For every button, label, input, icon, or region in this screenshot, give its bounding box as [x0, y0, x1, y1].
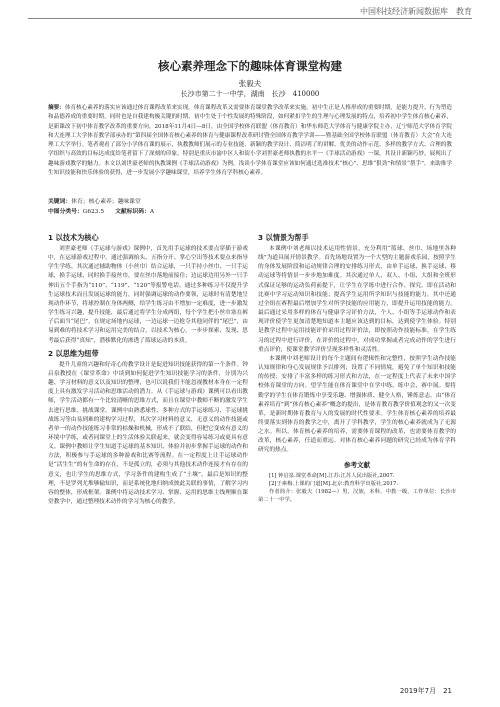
keywords-line — [48, 198, 452, 207]
abstract-text: 体育核心素养的落实应该通过体育课程改革来实现。体育课程改革又需要体育课堂教学改革来实施。初中生正是人格形成的重要时期，是能力提升、行为塑造和品德养成的重要时期，同时也是自我建构极关键的时期，初中生处于个性发展的特殊阶段，如何紧扣学生的生理与心理发展的特点，培养初中学生体育核心素养，是新课改下初中体育教学改革的重要方向。2018年11月4日—8日，由全国学校体育联盟（体育教育）和华东师范大学体育与健康学院主办，辽宁师范大学体育学院和大连理工大学体育教学部承办的“第四届全国体育核心素养的体育与健康课程改革研讨暨全国体育教学学训——暨基础全国学校体育联盟（体育教育）大会”在大连理工大学举行。笔者观看了部分小学体育课的展示，执教教师们展示的专业技能、新颖的教学设计、简洁明了的讲解、优美的动作示范、多样的教学方式、合理的教学组织与高效的目标达成度给笔者留下了深刻的印象。特别是重庆市渝中区人和街小学刘世豪老师执教的水平一《手球活动游戏》一课，其设计新颖巧妙，展现出了趣味游戏教学的魅力。本文以刘世豪老师的执教课例《手球活动游戏》为例，浅谈小学体育课堂应该如何通过选准技术“核心”、思维“狠劲”和情景“帮手”，来助推学生知识技能和快乐体验的获得，进一步发展小学趣味课堂，培养学生体育学科核心素养。 — [48, 105, 452, 177]
author-bio: 作者简介：张毅夫（1982—）男，汉族，本科，中教一级，工作单位：长沙市第二十一中学。 — [258, 488, 456, 503]
section-1-heading: 1 以技术为核心 — [48, 233, 99, 242]
page-footer: 2019年7月 21 — [399, 687, 452, 695]
author-affiliation: 长沙市第二十一中学，湖南 长沙 410000 — [180, 90, 320, 98]
keywords-text: 体育；核心素养；趣味课堂 — [71, 199, 141, 205]
clc-label: 中图分类号： — [48, 209, 83, 215]
classification-line — [48, 208, 452, 217]
left-column — [48, 230, 248, 507]
section-3-paragraph-2: 本课例中刘老师设计的每个主题间有逻辑性和完整性，按照学生动作技能认知规律和身心发展规律予以排列；设置了不同情境，避免了单个知识和技能的传授；安排了丰富多样的练习形式和方法，在一定程度上代表了未来中国学校体育课堂的方向。望学生能在体育课堂中在学中练、练中会、赛中展。要将勤学的学生在体育锻炼中享受乐趣、增强体质、健全人格，锤炼意志。由“体育素养培育”到“体育核心素养”概念的提出，是体育教育教学价值观念的又一次变革，是新时期体育教育与人的发展的时代性要求。学生体育核心素养的培养最终要落实到体育的教学之中，离开了学科教学，学生的核心素养就成为了无源之水。所以，体育核心素养的培养，需要体育课程的改革，也需要体育教学的改革，核心素养，任道而重远。对体育核心素养问题的研究已经成为体育学科研究的热点。 — [258, 355, 456, 454]
keywords-label: 关键词： — [48, 199, 72, 205]
article-title: 核心素养理念下的趣味体育课堂构建 — [158, 59, 342, 73]
section-3-heading: 3 以情景为帮手 — [258, 233, 309, 242]
section-1-paragraph: 刘世豪老师《手运球与游戏》课例中，首先用手运球的技术要点穿插于游戏中，在运球游戏过程中，通过强调抬头、五指分开、掌心空出等技术要点来指导学生学练。其次通过辅助物体（小丝巾）结合运球，一只手持小丝巾、一只手运球，换手运球，同时换手接丝巾，要在丝巾落地前接住；边运球边用另外一只手伸出五个手指为“110”、“119”、“120”等报警电话。通过多种练习不仅提升学生运球技术而且发展运球的能力，同时强调运球的动作要领，运球时有清楚地呈现动作环节，将球控制在身体两侧，给学生练习由不增加一定难度，进一步激发学生练习兴趣，提升技能，最后通过将学生分成两组，每个学生把小丝巾塞在裤子后面当“尾巴”，在规定场地内运球，一边运球一边抢夺其他同伴的“尾巴”，由易到难的将技术学习和运用完美的结合，以技术为核心，一步步探索、发现、思考最后获得“真知”，潜移默化的渗透了篮球运动的本质。 — [48, 246, 248, 344]
doc-code-label: 文献标识码： — [115, 209, 150, 215]
section-2-heading: 2 以思维为纽带 — [48, 348, 99, 358]
right-column — [258, 230, 456, 504]
journal-header: 中国科技经济新闻数据库 教育 — [360, 7, 472, 16]
author-name: 张毅夫 — [238, 79, 262, 88]
section-2-paragraph: 提升儿童的兴趣和好奇心的教学设计是促进知识技能获得的第一个条件。钟启泉教授在《课堂革命》中谈到如何促进学生知识技能学习的条件，分别为兴趣、学习材料的意义以及知识的整理，也可以说我们不能忽视教材本身在一定程度上具有激发学习活动和思维活动的潜力。从《手运球与游戏》课例可以看出教师，学生活动都有一个比较清晰的思维方式，而且在课堂中教师不断的激发学生去进行思维、挑战课堂。课例中由熟悉球性、多种方式的手运球练习、手运球挑战练习等由易到难的建构学习过程，其次学习材料的意义，无意义的动作技能或者单一的动作技能练习非常的枯燥和机械，形成不了联结，但把它变成有意义的环境中学练，或者同课堂上的生活体验关联起来，就会变得容易练习或更具有意义。课例中教师让学生知道手运球的基本知识、体验并初步掌握手运球的动作和方法，积极参与手运球的多种游戏和比赛等流程。在一定程度上让手运球动作是“活生生”的有生命的存在，不是孤立的，必须与其他技术动作连接才有存在的意义，也让学生的思维方式，学习条件的建构生成了“土壤”，最后是知识的整理，不是罗列尤堆够输知识，而是系统化地归纳成彼此关联的事情，了解学习内容的整体，形成框架。课例中将运动技术学习、掌握、运用的思维主线理顺在课堂教学中，通过整理技术动作的学习为核心的教学。 — [48, 361, 248, 506]
doc-code-value: A — [149, 209, 155, 215]
header-rule — [28, 18, 472, 19]
clc-value: G623.5 — [82, 209, 105, 215]
reference-item: [1] 钟启泉.课堂革命[M].江苏:江苏人民出版社,2007. — [269, 472, 395, 479]
abstract-label: 摘要： — [48, 105, 65, 111]
references-heading: 参考文献 — [344, 460, 370, 469]
reference-item: [2]于素梅.上课的门道[M].北京:教育科学出版社,2017. — [269, 480, 399, 487]
section-3-paragraph-1: 本课例中刘老师以技术运用性情景，充分利用“篮球、丝巾、场地里各种线”为道具展开情景教学。首先场地设置为一个大型的主题游戏乐园，按照学生的身体发展阶段和运动规律合理的安排练习形式，由单手运球、换手运球、移动运球等将情景一步步地加难度。其次通过单人、双人、小组、大组和全班形式保证足够的运动负荷前提下，让学生在学练中进行合作、探究，即在活动和比赛中学习运动知识和技能；提高学生运用所学知识与技能的能力。其中还通过全组在赛程最后增加学生对所学技能的应用能力，即提升运用技能的能力。最后通过采用多样的体育与健康学习评价方法，个人、小组等手运球动作和表现评价使学生更加清楚地知道本主题应该达到的目标，达到使学生体验。特别是教学过程中运用技能评价采用过程评价法，即按照动作技能标准，在学生练习的过程中进行评价，在评价的过程中，对成功掌握或者完成动作的学生进行重点评价，使课堂教学评价呈现多样性和灵活性。 — [258, 246, 456, 353]
abstract-block — [48, 104, 452, 178]
